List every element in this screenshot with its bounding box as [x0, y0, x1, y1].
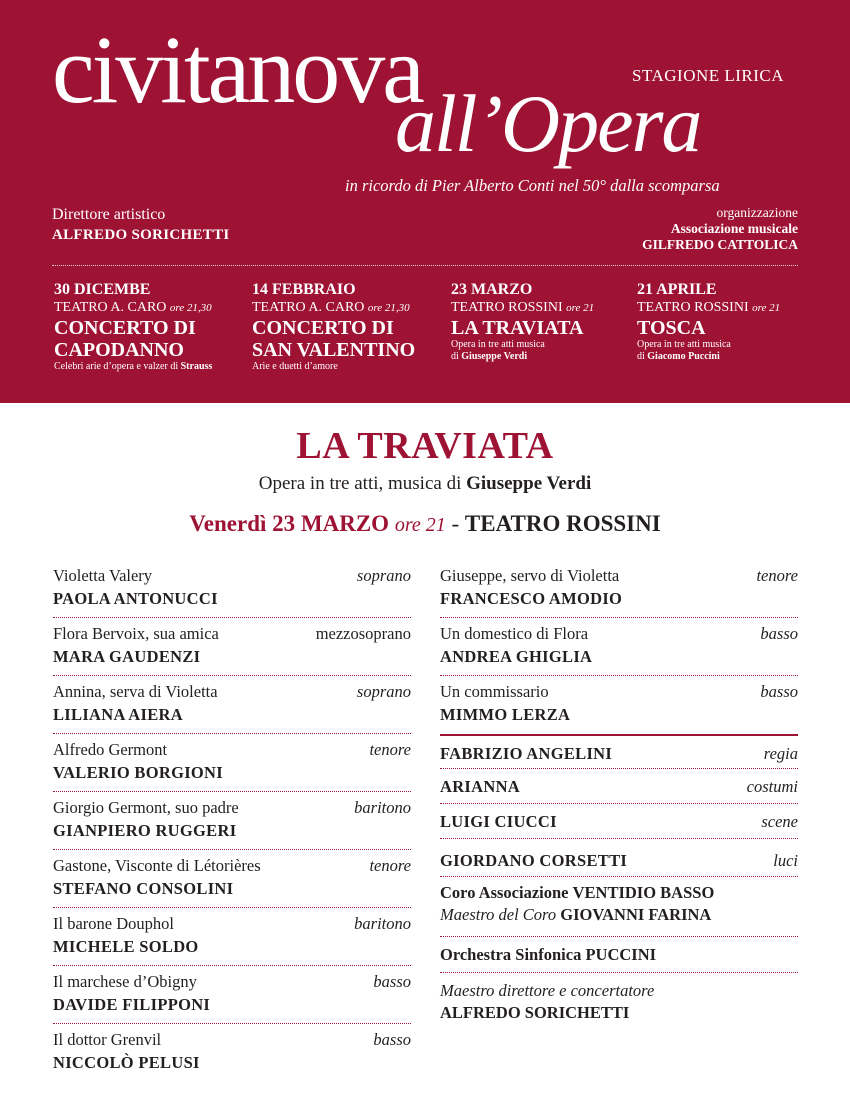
orchestra-block: Orchestra Sinfonica PUCCINI	[440, 937, 798, 973]
event-venue: TEATRO ROSSINI ore 21	[637, 300, 781, 315]
crew-row: FABRIZIO ANGELINI regia	[440, 734, 798, 769]
cast-left-column	[53, 560, 411, 1082]
director-name: ALFREDO SORICHETTI	[52, 227, 230, 243]
cast-row: Alfredo Germont tenore VALERIO BORGIONI	[53, 734, 411, 792]
event-title: CONCERTO DI	[252, 317, 394, 339]
event-title-2: CAPODANNO	[54, 339, 184, 361]
event-capodanno	[54, 280, 264, 373]
logo-civitanova: civitanova	[52, 16, 422, 123]
event-date: 21 APRILE	[637, 281, 717, 298]
event-date: 14 FEBBRAIO	[252, 281, 356, 298]
director-label: Direttore artistico	[52, 206, 166, 223]
crew-row: LUIGI CIUCCI scene	[440, 804, 798, 839]
event-title: CONCERTO DI	[54, 317, 196, 339]
composer: Giuseppe Verdi	[466, 473, 592, 494]
cast-row: Il barone Douphol baritono MICHELE SOLDO	[53, 908, 411, 966]
event-note: Arie e duetti d’amore	[252, 361, 338, 372]
cast-row: Giuseppe, servo di Violetta tenore FRANCESCO AMODIO	[440, 560, 798, 618]
performance-time: ore 21	[394, 514, 446, 536]
cast-row: Gastone, Visconte di Létorières tenore STEFANO CONSOLINI	[53, 850, 411, 908]
performance-date: Venerdì 23 MARZO	[189, 511, 390, 536]
event-note: Opera in tre atti musica	[637, 339, 731, 350]
event-note: Opera in tre atti musica	[451, 339, 545, 350]
choir-block: Coro Associazione VENTIDIO BASSO Maestro del Coro GIOVANNI FARINA	[440, 877, 798, 937]
performance-venue: TEATRO ROSSINI	[464, 511, 661, 536]
event-note: Celebri arie d’opera e valzer di Strauss	[54, 361, 213, 372]
cast-row: Il dottor Grenvil basso NICCOLÒ PELUSI	[53, 1030, 411, 1072]
event-venue: TEATRO ROSSINI ore 21	[451, 300, 595, 315]
opera-subtitle: Opera in tre atti, musica di Giuseppe Verdi	[258, 473, 592, 494]
crew-row: GIORDANO CORSETTI luci	[440, 839, 798, 877]
cast-row: Giorgio Germont, suo padre baritono GIANPIERO RUGGERI	[53, 792, 411, 850]
event-title: TOSCA	[637, 317, 706, 339]
cast-right-column	[440, 560, 798, 1023]
dedication: in ricordo di Pier Alberto Conti nel 50° dalla scomparsa	[345, 176, 720, 195]
crew-row: ARIANNA costumi	[440, 769, 798, 804]
event-san-valentino	[252, 280, 462, 373]
event-title: LA TRAVIATA	[451, 317, 584, 339]
event-venue: TEATRO A. CARO ore 21,30	[54, 300, 212, 315]
cast-row: Un domestico di Flora basso ANDREA GHIGLIA	[440, 618, 798, 676]
performance-dateline: Venerdì 23 MARZO ore 21 - TEATRO ROSSINI	[189, 511, 661, 536]
org-label: organizzazione	[716, 205, 798, 220]
header-band	[0, 0, 850, 403]
cast-row: Annina, serva di Violetta soprano LILIANA AIERA	[53, 676, 411, 734]
logo-all-opera: all’Opera	[395, 78, 701, 169]
event-date: 30 DICEMBE	[54, 281, 151, 298]
conductor-block: Maestro direttore e concertatore ALFREDO SORICHETTI	[440, 981, 655, 1022]
org-line1: Associazione musicale	[670, 221, 798, 236]
event-venue: TEATRO A. CARO ore 21,30	[252, 300, 410, 315]
cast-row: Violetta Valery soprano PAOLA ANTONUCCI	[53, 560, 411, 618]
event-date: 23 MARZO	[451, 281, 533, 298]
opera-title: LA TRAVIATA	[296, 425, 554, 467]
event-title-2: SAN VALENTINO	[252, 339, 416, 361]
event-traviata	[451, 280, 661, 363]
organization	[642, 205, 798, 253]
cast-row: Il marchese d’Obigny basso DAVIDE FILIPPONI	[53, 966, 411, 1024]
header-divider	[52, 265, 798, 266]
event-note-2: di Giacomo Puccini	[637, 351, 720, 362]
org-line2: GILFREDO CATTOLICA	[642, 237, 798, 252]
cast-row: Flora Bervoix, sua amica mezzosoprano MARA GAUDENZI	[53, 618, 411, 676]
season-label: STAGIONE LIRICA	[632, 66, 785, 85]
cast-row: Un commissario basso MIMMO LERZA	[440, 682, 798, 724]
event-tosca	[637, 280, 847, 363]
event-note-2: di Giuseppe Verdi	[451, 351, 528, 362]
